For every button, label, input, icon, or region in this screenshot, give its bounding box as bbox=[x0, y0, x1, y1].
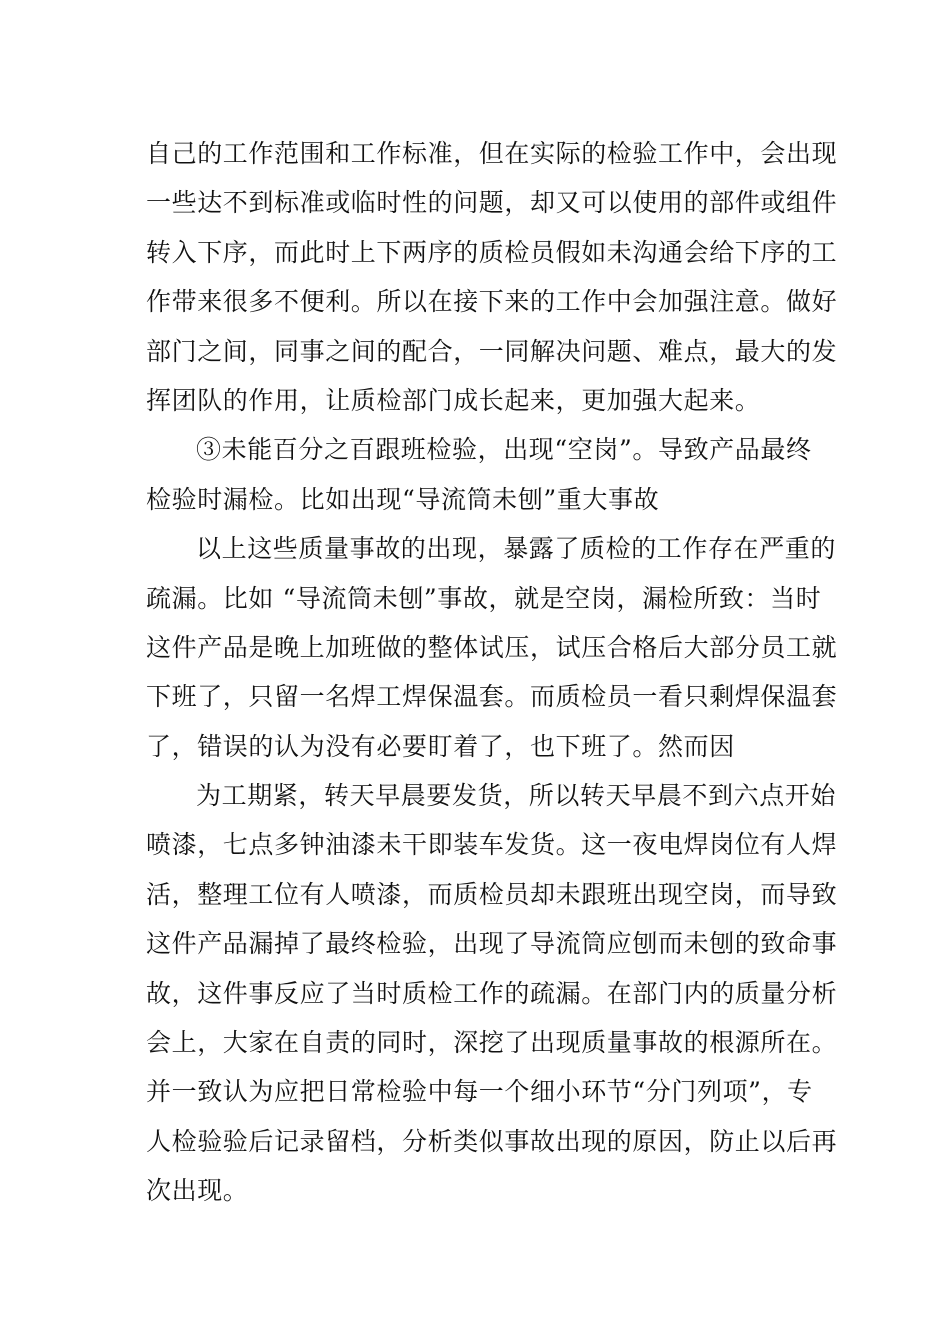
text-line: 为工期紧，转天早晨要发货，所以转天早晨不到六点开始 bbox=[196, 781, 837, 811]
text-line: 会上，大家在自责的同时，深挖了出现质量事故的根源所在。 bbox=[146, 1028, 838, 1058]
text-line: 转入下序，而此时上下两序的质检员假如未沟通会给下序的工 bbox=[146, 237, 838, 267]
text-line: 部门之间，同事之间的配合，一同解决问题、难点，最大的发 bbox=[146, 336, 838, 366]
text-line: 下班了，只留一名焊工焊保温套。而质检员一看只剩焊保温套 bbox=[146, 682, 838, 712]
text-line: 一些达不到标准或临时性的问题，却又可以使用的部件或组件 bbox=[146, 188, 838, 218]
text-line: 活，整理工位有人喷漆，而质检员却未跟班出现空岗，而导致 bbox=[146, 879, 838, 909]
text-line: 作带来很多不便利。所以在接下来的工作中会加强注意。做好 bbox=[146, 287, 838, 317]
text-line: 检验时漏检。比如出现“导流筒未刨”重大事故 bbox=[146, 484, 660, 514]
text-line: 了，错误的认为没有必要盯着了，也下班了。然而因 bbox=[146, 731, 735, 761]
text-line: ③未能百分之百跟班检验，出现“空岗”。导致产品最终 bbox=[196, 435, 812, 465]
text-line: 挥团队的作用，让质检部门成长起来，更加强大起来。 bbox=[146, 385, 761, 415]
text-line: 自己的工作范围和工作标准，但在实际的检验工作中，会出现 bbox=[146, 139, 838, 168]
text-line: 故，这件事反应了当时质检工作的疏漏。在部门内的质量分析 bbox=[146, 978, 838, 1008]
text-line: 疏漏。比如 “导流筒未刨”事故，就是空岗，漏检所致：当时 bbox=[146, 583, 822, 613]
text-line: 这件产品漏掉了最终检验，出现了导流筒应刨而未刨的致命事 bbox=[146, 929, 838, 959]
text-line: 次出现。 bbox=[146, 1176, 249, 1206]
body-text bbox=[146, 132, 838, 1219]
text-line: 这件产品是晚上加班做的整体试压，试压合格后大部分员工就 bbox=[146, 632, 838, 662]
text-line: 喷漆，七点多钟油漆未干即装车发货。这一夜电焊岗位有人焊 bbox=[146, 830, 838, 860]
text-line: 以上这些质量事故的出现，暴露了质检的工作存在严重的 bbox=[196, 534, 837, 564]
text-line: 并一致认为应把日常检验中每一个细小环节“分门列项”，专 bbox=[146, 1077, 813, 1107]
text-line: 人检验验后记录留档，分析类似事故出现的原因，防止以后再 bbox=[146, 1126, 838, 1156]
